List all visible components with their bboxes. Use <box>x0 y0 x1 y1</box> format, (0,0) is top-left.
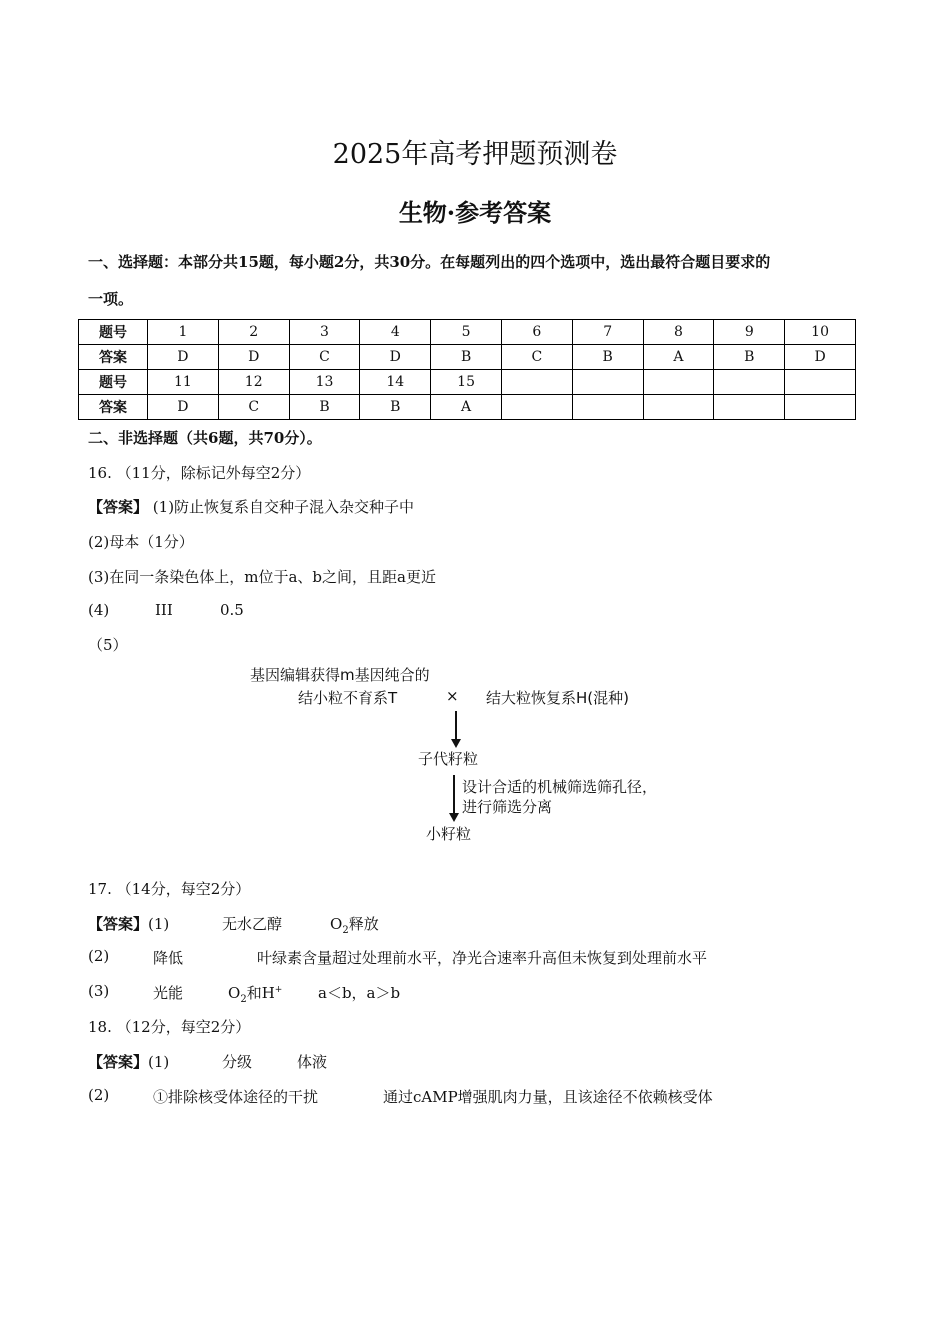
answer-table-cell: 11 <box>148 370 219 395</box>
q16-answer-line1 <box>88 496 414 517</box>
answer-table-cell: B <box>714 345 785 370</box>
answer-tag: 【答案】 <box>88 498 149 516</box>
q16-answer-5: （5） <box>88 636 128 654</box>
answer-table-cell: C <box>289 345 360 370</box>
diagram-parent-t-line1: 基因编辑获得m基因纯合的 <box>250 666 430 684</box>
answer-tag: 【答案】 <box>88 1053 149 1071</box>
answer-table-cell <box>572 370 643 395</box>
answer-table-cell: D <box>148 395 219 420</box>
answer-table-row-label: 题号 <box>79 370 148 395</box>
answer-table-row <box>79 320 856 345</box>
answer-table-row <box>79 395 856 420</box>
q17-r2-num: (2) <box>88 947 110 965</box>
q17-r3-value2: $O_2$和H+ <box>228 984 283 1005</box>
q18-r1-num: (1) <box>148 1053 170 1071</box>
answer-tag: 【答案】 <box>88 915 149 933</box>
answer-table-cell: 6 <box>501 320 572 345</box>
q16-answer-4-num: (4) <box>88 601 110 619</box>
section1-instruction-line2: 一项。 <box>88 290 134 308</box>
q18-r2-num: (2) <box>88 1086 110 1104</box>
q16-header: 16. （11分，除标记外每空2分） <box>88 464 311 482</box>
q18-header: 18. （12分，每空2分） <box>88 1018 251 1036</box>
answer-table-cell: 14 <box>360 370 431 395</box>
q18-r1-value1: 分级 <box>222 1053 253 1071</box>
q17-r3-value1: 光能 <box>153 984 184 1002</box>
page-subtitle: 生物·参考答案 <box>398 198 552 227</box>
answer-table-row <box>79 370 856 395</box>
answer-table-cell: A <box>431 395 502 420</box>
answer-table-cell: 8 <box>643 320 714 345</box>
q16-answer-3: (3)在同一条染色体上，m位于a、b之间，且距a更近 <box>88 568 436 586</box>
diagram-step-line1: 设计合适的机械筛选筛孔径， <box>462 778 658 796</box>
q17-r1-value2: $O_2$释放 <box>330 915 379 936</box>
answer-table-cell <box>643 370 714 395</box>
answer-table-cell: B <box>360 395 431 420</box>
q17-r1-value1: 无水乙醇 <box>222 915 283 933</box>
q18-r2-value1: ①排除核受体途径的干扰 <box>153 1088 319 1106</box>
answer-table-cell <box>714 370 785 395</box>
diagram-parent-t-line2: 结小粒不育系T <box>298 689 398 707</box>
answer-table-cell <box>501 395 572 420</box>
diagram-step-line2: 进行筛选分离 <box>462 798 553 816</box>
diagram-small-seeds: 小籽粒 <box>426 825 472 843</box>
answer-table-cell: 4 <box>360 320 431 345</box>
page-title: 2025年高考押题预测卷 <box>332 139 618 170</box>
answer-table-cell <box>643 395 714 420</box>
section1-instruction-line1: 一、选择题：本部分共15题，每小题2分，共30分。在每题列出的四个选项中，选出最符合题目要求的 <box>88 253 771 271</box>
answer-table-cell: 2 <box>218 320 289 345</box>
diagram-offspring-seeds: 子代籽粒 <box>418 750 479 768</box>
answer-table-row-label: 答案 <box>79 395 148 420</box>
section2-heading: 二、非选择题（共6题，共70分）。 <box>88 429 322 447</box>
answer-table-cell: 13 <box>289 370 360 395</box>
answer-table-cell: D <box>148 345 219 370</box>
answer-table-cell: D <box>785 345 856 370</box>
q17-r2-value1: 降低 <box>153 949 184 967</box>
diagram-arrow-down-2 <box>446 775 462 823</box>
answer-table-cell <box>785 370 856 395</box>
answer-table-cell: D <box>360 345 431 370</box>
answer-table-cell: A <box>643 345 714 370</box>
answer-table-cell <box>714 395 785 420</box>
q16-answer-4-value1: III <box>155 601 173 619</box>
answer-table-cell: 1 <box>148 320 219 345</box>
q16-answer-2: (2)母本（1分） <box>88 533 194 551</box>
answer-table-cell: 5 <box>431 320 502 345</box>
answer-table-cell <box>501 370 572 395</box>
answer-table-cell: B <box>572 345 643 370</box>
q18-row1 <box>88 1051 169 1072</box>
answer-table-cell: B <box>289 395 360 420</box>
q17-r3-value3: a＜b，a＞b <box>318 984 401 1002</box>
q17-header: 17. （14分，每空2分） <box>88 880 251 898</box>
q17-r1-num: (1) <box>148 915 170 933</box>
answer-table-cell <box>785 395 856 420</box>
q18-r2-value2: 通过cAMP增强肌肉力量，且该途径不依赖核受体 <box>383 1088 713 1106</box>
q17-r3-num: (3) <box>88 982 110 1000</box>
answer-table-row-label: 题号 <box>79 320 148 345</box>
q16-answer-1: (1)防止恢复系自交种子混入杂交种子中 <box>152 498 415 516</box>
answer-table-row <box>79 345 856 370</box>
answer-table-cell <box>572 395 643 420</box>
q17-row1 <box>88 913 169 934</box>
diagram-parent-h: 结大粒恢复系H(混种) <box>486 689 629 707</box>
answer-table-cell: 15 <box>431 370 502 395</box>
answer-table-cell: 3 <box>289 320 360 345</box>
answer-table-cell: B <box>431 345 502 370</box>
answer-table-cell: C <box>218 395 289 420</box>
q18-r1-value2: 体液 <box>297 1053 328 1071</box>
answer-table-cell: C <box>501 345 572 370</box>
answer-table-cell: D <box>218 345 289 370</box>
answer-table-cell: 10 <box>785 320 856 345</box>
diagram-arrow-down-1 <box>448 711 464 749</box>
answer-table-cell: 12 <box>218 370 289 395</box>
q16-answer-4-value2: 0.5 <box>220 601 244 619</box>
answer-table-cell: 9 <box>714 320 785 345</box>
diagram-cross-symbol: × <box>446 687 459 705</box>
q17-r2-value2: 叶绿素含量超过处理前水平，净光合速率升高但未恢复到处理前水平 <box>257 949 708 967</box>
answer-table-row-label: 答案 <box>79 345 148 370</box>
answer-table <box>78 319 856 420</box>
answer-table-cell: 7 <box>572 320 643 345</box>
